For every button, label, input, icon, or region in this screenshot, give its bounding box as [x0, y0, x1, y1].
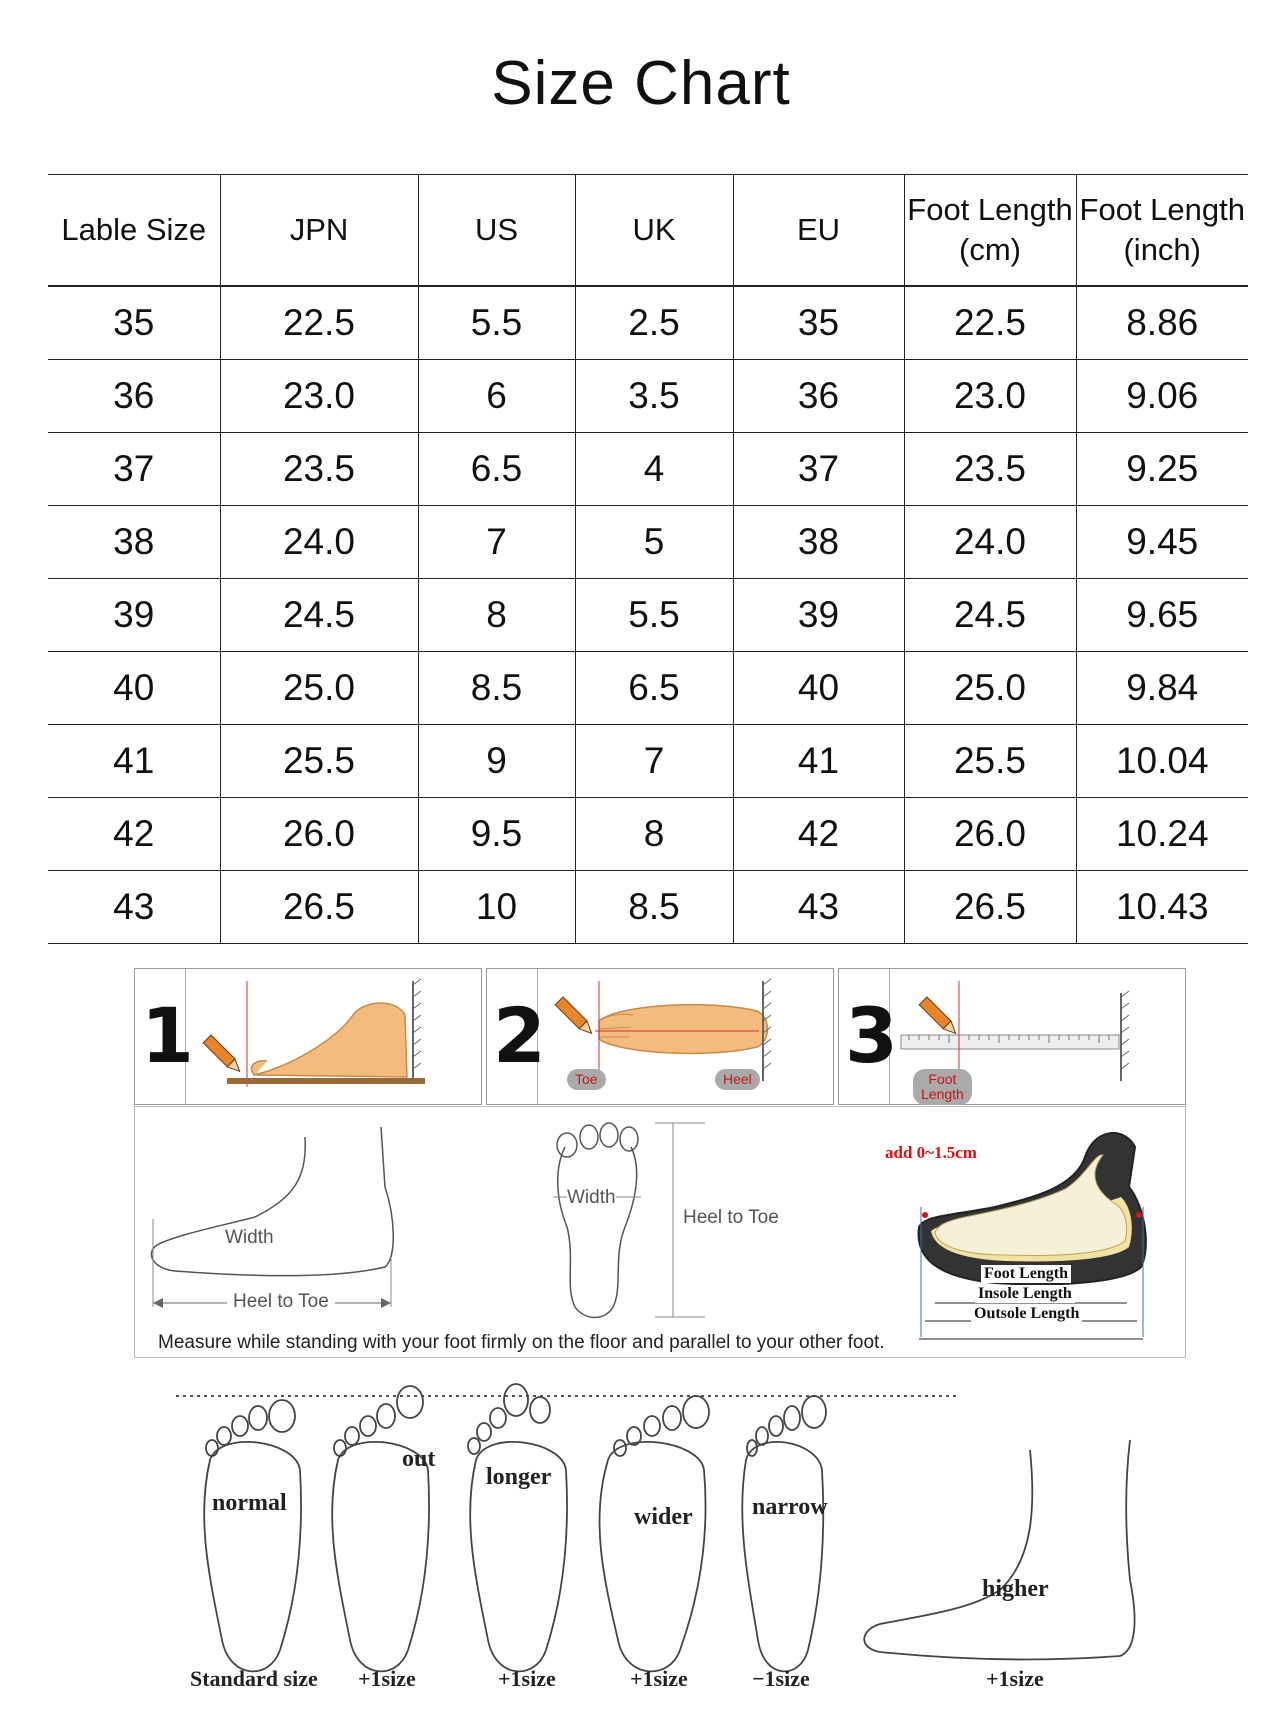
table-cell: 35	[48, 286, 220, 360]
table-cell: 23.5	[904, 433, 1076, 506]
foot-type-size: +1size	[986, 1666, 1044, 1691]
foot-type-label: out	[402, 1446, 436, 1472]
toe-tag: Toe	[567, 1069, 606, 1090]
table-row	[48, 725, 1248, 798]
table-cell: 26.0	[220, 797, 418, 870]
table-cell: 23.0	[904, 360, 1076, 433]
table-cell: 10	[418, 870, 575, 943]
foot-side-illustration	[135, 969, 481, 1104]
heel-to-toe-label-side: Heel to Toe	[227, 1291, 335, 1313]
table-cell: 35	[733, 286, 904, 360]
step-number-1: 1	[141, 991, 194, 1080]
table-cell: 42	[733, 797, 904, 870]
measure-panel	[134, 1106, 1186, 1358]
foot-type-size: +1size	[358, 1666, 416, 1691]
width-label-bottom: Width	[567, 1187, 616, 1208]
table-cell: 25.5	[904, 725, 1076, 798]
pencil-icon	[919, 997, 959, 1037]
table-row	[48, 579, 1248, 652]
table-cell: 9.84	[1126, 667, 1199, 709]
table-cell: 9	[418, 725, 575, 798]
table-cell: 9.25	[1126, 448, 1199, 490]
table-cell: 9.06	[1126, 375, 1199, 417]
ruler-illustration	[839, 969, 1185, 1104]
foot-top-illustration	[487, 969, 833, 1104]
table-cell: 22.5	[220, 286, 418, 360]
table-cell: 9.65	[1126, 594, 1199, 636]
foot-types-illustration	[0, 1380, 1282, 1710]
table-cell: 2.5	[575, 286, 733, 360]
table-cell: 8	[418, 579, 575, 652]
column-header: Lable Size	[48, 175, 220, 287]
table-cell: 5.5	[418, 286, 575, 360]
table-cell: 26.0	[904, 797, 1076, 870]
table-cell: 25.0	[904, 652, 1076, 725]
table-cell: 8.86	[1126, 302, 1199, 344]
table-cell: 5	[575, 506, 733, 579]
table-cell: 24.5	[904, 579, 1076, 652]
foot-type-label: normal	[212, 1490, 287, 1516]
table-cell: 41	[48, 725, 220, 798]
column-header: Foot Length (inch)	[1079, 192, 1245, 267]
table-cell: 22.5	[904, 286, 1076, 360]
table-cell: 7	[418, 506, 575, 579]
pencil-icon	[203, 1035, 243, 1075]
table-cell: 42	[48, 797, 220, 870]
foot-type-label: higher	[982, 1576, 1049, 1602]
measure-note: Measure while standing with your foot firmly on the floor and parallel to your other foot.	[158, 1332, 885, 1353]
table-cell: 4	[575, 433, 733, 506]
insole-length-label: Insole Length	[975, 1285, 1075, 1303]
foot-length-label: Foot Length	[981, 1265, 1071, 1283]
step-panel-2	[486, 968, 834, 1105]
table-cell: 23.0	[220, 360, 418, 433]
table-cell: 8.5	[575, 870, 733, 943]
foot-type-size: +1size	[630, 1666, 688, 1691]
table-cell: 38	[733, 506, 904, 579]
table-cell: 5.5	[575, 579, 733, 652]
table-row	[48, 652, 1248, 725]
table-cell: 8.5	[418, 652, 575, 725]
table-cell: 26.5	[220, 870, 418, 943]
table-cell: 39	[733, 579, 904, 652]
step-panel-3	[838, 968, 1186, 1105]
column-header: Foot Length (cm)	[904, 175, 1076, 287]
outsole-length-label: Outsole Length	[971, 1305, 1082, 1323]
add-label: add 0~1.5cm	[885, 1143, 977, 1162]
size-table	[48, 174, 1248, 944]
table-cell: 41	[733, 725, 904, 798]
table-cell: 38	[48, 506, 220, 579]
step-number-3: 3	[845, 991, 898, 1080]
table-cell: 43	[733, 870, 904, 943]
table-cell: 26.5	[904, 870, 1076, 943]
pencil-icon	[555, 997, 595, 1037]
table-cell: 37	[48, 433, 220, 506]
table-cell: 8	[575, 797, 733, 870]
foot-length-tag: Foot Length	[913, 1069, 972, 1105]
foot-type-label: narrow	[752, 1494, 828, 1520]
table-cell: 3.5	[575, 360, 733, 433]
table-cell: 6.5	[418, 433, 575, 506]
foot-type-size: −1size	[752, 1666, 810, 1691]
table-cell: 10.24	[1115, 812, 1209, 854]
foot-type-label: longer	[486, 1464, 552, 1490]
table-cell: 39	[48, 579, 220, 652]
table-cell: 24.5	[220, 579, 418, 652]
foot-type-label: wider	[634, 1504, 693, 1530]
foot-type-size: Standard size	[190, 1666, 318, 1691]
table-header-row	[48, 175, 1248, 287]
table-cell: 10.04	[1115, 740, 1209, 781]
table-cell: 40	[733, 652, 904, 725]
table-row	[48, 797, 1248, 870]
foot-type-size: +1size	[498, 1666, 556, 1691]
table-cell: 25.0	[220, 652, 418, 725]
column-header: JPN	[220, 175, 418, 287]
table-row	[48, 360, 1248, 433]
column-header: US	[418, 175, 575, 287]
table-cell: 9.45	[1126, 521, 1199, 563]
table-cell: 37	[733, 433, 904, 506]
table-cell: 6.5	[575, 652, 733, 725]
table-cell: 25.5	[220, 725, 418, 798]
heel-tag: Heel	[715, 1069, 760, 1090]
column-header: EU	[733, 175, 904, 287]
table-body	[48, 286, 1248, 944]
table-cell: 7	[575, 725, 733, 798]
heel-to-toe-label-bottom: Heel to Toe	[683, 1207, 779, 1228]
table-cell: 24.0	[904, 506, 1076, 579]
table-cell: 36	[48, 360, 220, 433]
table-cell: 36	[733, 360, 904, 433]
table-row	[48, 286, 1248, 360]
table-row	[48, 870, 1248, 943]
table-cell: 24.0	[220, 506, 418, 579]
table-cell: 9.5	[418, 797, 575, 870]
table-cell: 23.5	[220, 433, 418, 506]
width-label-side: Width	[225, 1227, 274, 1248]
table-cell: 43	[48, 870, 220, 943]
table-cell: 40	[48, 652, 220, 725]
page-title: Size Chart	[491, 49, 791, 118]
column-header: UK	[575, 175, 733, 287]
step-number-2: 2	[493, 991, 546, 1080]
table-row	[48, 506, 1248, 579]
table-row	[48, 433, 1248, 506]
step-panel-1	[134, 968, 482, 1105]
table-cell: 10.43	[1115, 885, 1209, 927]
table-cell: 6	[418, 360, 575, 433]
